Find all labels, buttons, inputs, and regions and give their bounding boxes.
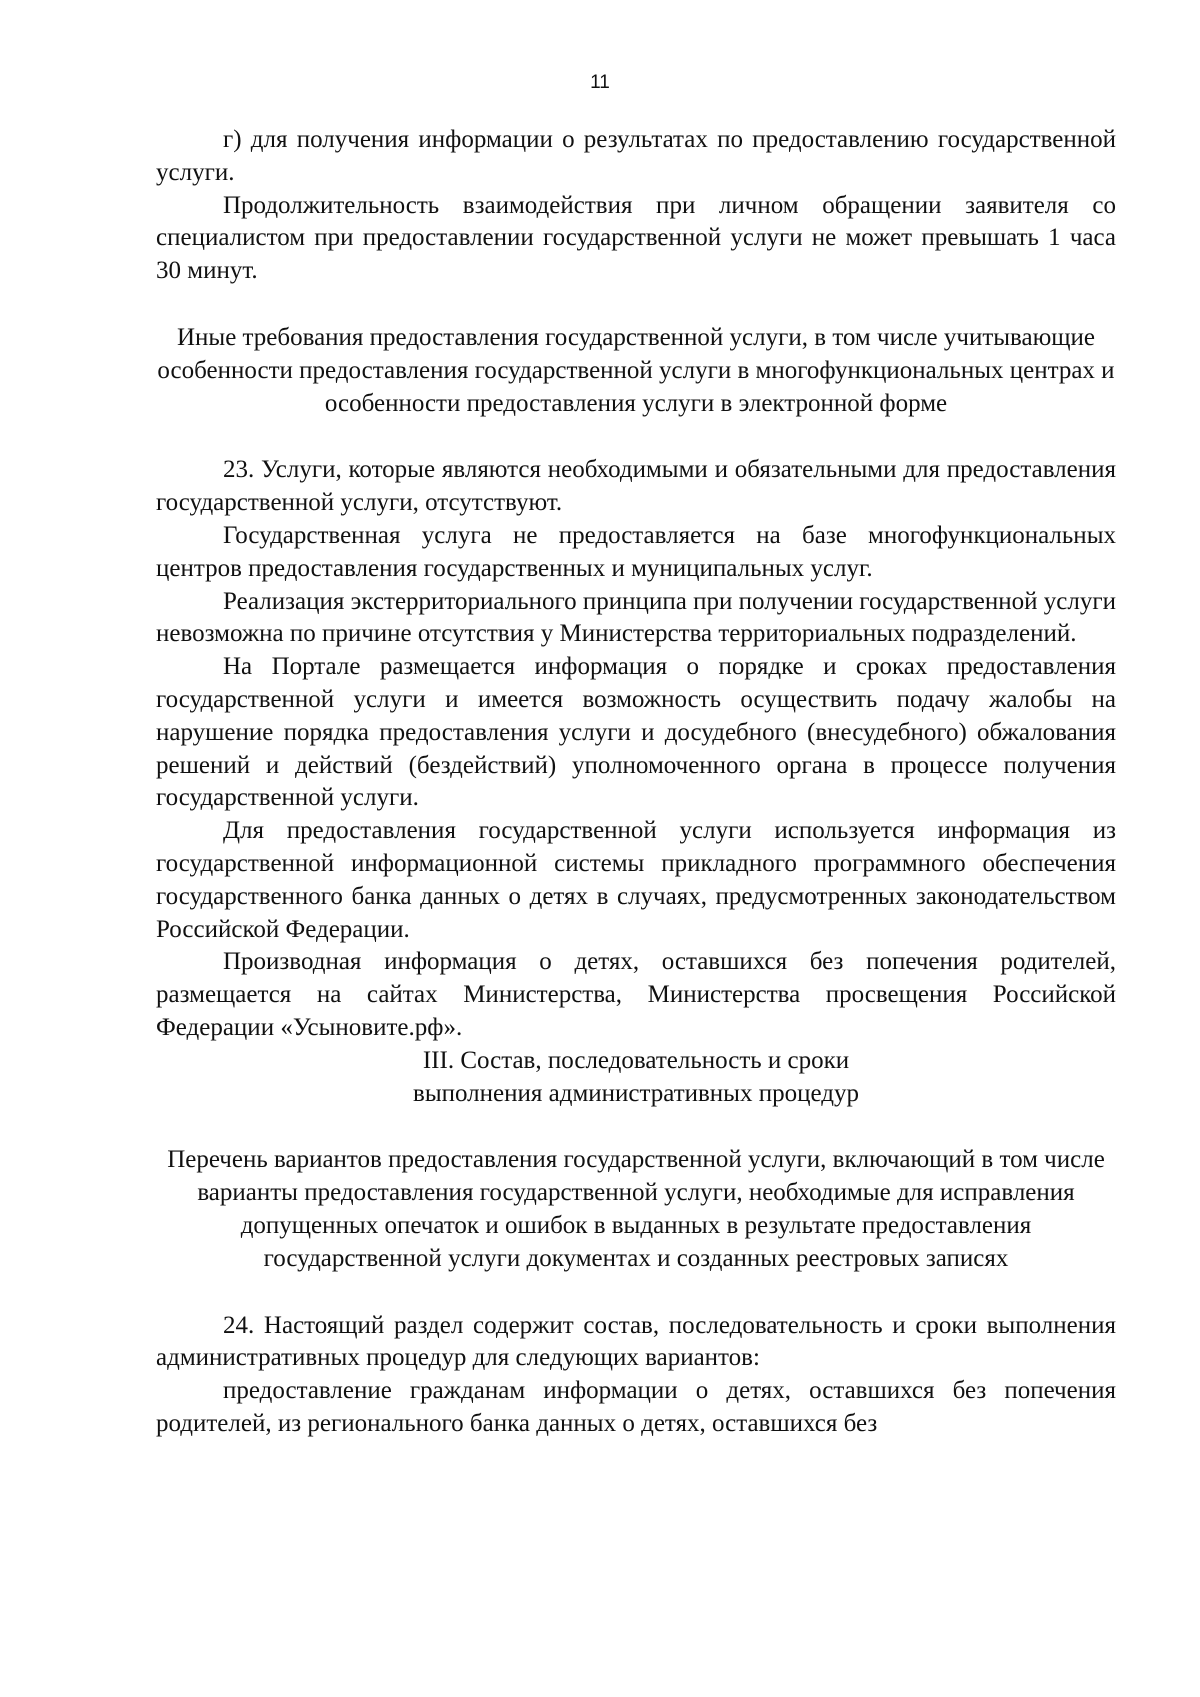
paragraph-24: 24. Настоящий раздел содержит состав, последовательность и сроки выполнения административных процедур для следующих вариантов: (156, 1311, 1116, 1372)
paragraph-information-system: Для предоставления государственной услуги используется информация из государственной информационной системы прикладного программного обеспечения государственного банка данных о детях в случаях, предусмотренных законодательством Российской Федерации. (156, 817, 1116, 943)
page-number: 11 (590, 72, 610, 93)
section-heading-iii-line1: III. Состав, последовательность и сроки (422, 1046, 850, 1074)
paragraph-variant-1: предоставление гражданам информации о детях, оставшихся без попечения родителей, из регионального банка данных о детях, оставшихся без (156, 1377, 1116, 1437)
paragraph-extraterritorial: Реализация экстерриториального принципа при получении государственной услуги невозможна по причине отсутствия у Министерства территориальных подразделений. (156, 587, 1116, 648)
paragraph-item-g: г) для получения информации о результатах по предоставлению государственной услуги. (156, 126, 1116, 186)
paragraph-portal: На Портале размещается информация о порядке и сроках предоставления государственной услуги и имеется возможность осуществить подачу жалобы на нарушение порядка предоставления услуги и досудебного (внесудебного) обжалования решений и действий (бездействий) уполномоченного органа в процессе получения государственной услуги. (156, 653, 1116, 812)
paragraph-duration: Продолжительность взаимодействия при личном обращении заявителя со специалистом при предоставлении государственной услуги не может превышать 1 часа 30 минут. (156, 191, 1116, 285)
document-body (156, 124, 1116, 1441)
paragraph-derived-information: Производная информация о детях, оставшихся без попечения родителей, размещается на сайтах Министерства, Министерства просвещения Российской Федерации «Усыновите.рф». (156, 948, 1116, 1041)
paragraph-mfc: Государственная услуга не предоставляется на базе многофункциональных центров предоставления государственных и муниципальных услуг. (156, 521, 1116, 582)
section-heading-other-requirements: Иные требования предоставления государственной услуги, в том числе учитывающие особенности предоставления государственной услуги в многофункциональных центрах и особенности предоставления услуги в электронной форме (157, 323, 1115, 417)
section-heading-iii-line2: выполнения административных процедур (413, 1079, 859, 1107)
paragraph-23: 23. Услуги, которые являются необходимыми и обязательными для предоставления государственной услуги, отсутствуют. (156, 456, 1116, 517)
section-heading-variants: Перечень вариантов предоставления государственной услуги, включающий в том числе варианты предоставления государственной услуги, необходимые для исправления допущенных опечаток и ошибок в выданных в результате предоставления государственной услуги документах и созданных реестровых записях (167, 1146, 1105, 1272)
